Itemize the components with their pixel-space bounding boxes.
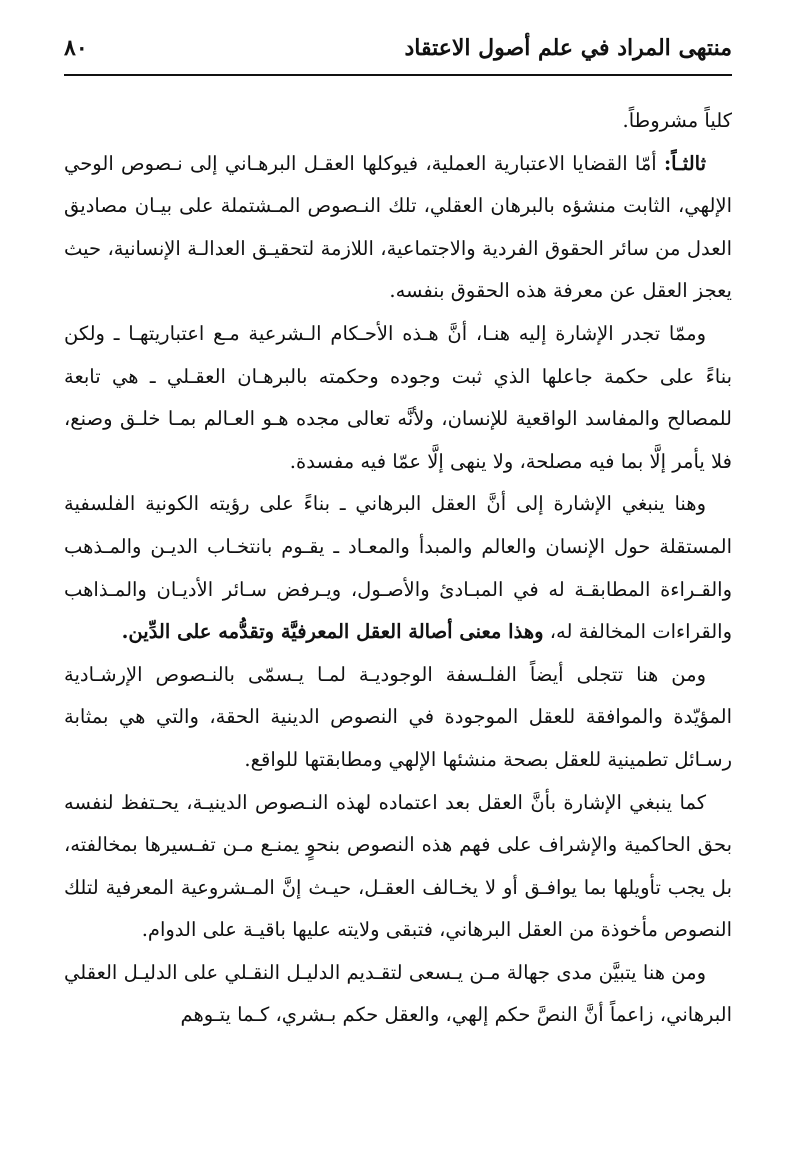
paragraph-4 xyxy=(64,483,732,653)
paragraph-text: وممّا تجدر الإشارة إليه هنـا، أنَّ هـذه الأحـكام الـشرعية مـع اعتباريتهـا ـ ولكن بناءً على حكمة جاعلها الذي ثبت وجوده وحكمته بالبرهـان العقـلي ـ هي تابعة للمصالح والمفاسد الواقعية للإنسان، ولأنَّه تعالى مجده هـو العـالم بمـا خلـق وصنع، فلا يأمر إلَّا بما فيه مصلحة، ولا ينهى إلَّا عمّا فيه مفسدة. xyxy=(64,321,732,473)
paragraph-6 xyxy=(64,782,732,952)
paragraph-5 xyxy=(64,654,732,782)
paragraph-text: ومن هنا يتبيَّن مدى جهالة مـن يـسعى لتقـديم الدليـل النقـلي على الدليـل العقلي البرهاني، زاعماً أنَّ النصَّ حكم إلهي، والعقل حكم بـشري، كـما يتـوهم xyxy=(64,960,732,1027)
paragraph-text: كما ينبغي الإشارة بأنَّ العقل بعد اعتماده لهذه النـصوص الدينيـة، يحـتفظ لنفسه بحق الحاكمية والإشراف على فهم هذه النصوص بنحوٍ يمنـع مـن تفـسيرها بمخالفته، بل يجب تأويلها بما يوافـق أو لا يخـالف العقـل، حيـث إنَّ المـشروعية المعرفية لتلك النصوص مأخوذة من العقل البرهاني، فتبقى ولايته عليها باقيـة على الدوام. xyxy=(64,790,732,942)
paragraph-emphasis: وهذا معنى أصالة العقل المعرفيَّة وتقدُّمه على الدِّين. xyxy=(121,620,544,644)
paragraph-text: كلياً مشروطاً. xyxy=(622,109,732,132)
page-number: ٨٠ xyxy=(64,35,88,61)
body-text xyxy=(64,100,732,1151)
paragraph-text: وهنا ينبغي الإشارة إلى أنَّ العقل البرهاني ـ بناءً على رؤيته الكونية الفلسفية المستقلة حول الإنسان والعالم والمبدأ والمعـاد ـ يقـوم بانتخـاب الديـن والمـذهب والقـراءة المطابقـة له في المبـادئ والأصـول، ويـرفض سـائر الأديـان والمـذاهب والقراءات المخالفة له، xyxy=(64,492,732,644)
running-title: منتهى المراد في علم أصول الاعتقاد xyxy=(404,35,732,61)
paragraph-lead: ثالثـاً: xyxy=(663,151,706,175)
paragraph-text: ومن هنا تتجلى أيضاً الفلـسفة الوجوديـة لمـا يـسمّى بالنـصوص الإرشـادية المؤيّدة والموافقة للعقل الموجودة في النصوص الدينية الحقة، والتي هي بمثابة رسـائل تطمينية للعقل بصحة منشئها الإلهي ومطابقتها للواقع. xyxy=(64,662,732,771)
header-rule xyxy=(64,74,732,76)
page-header xyxy=(64,24,732,72)
paragraph-7 xyxy=(64,952,732,1037)
paragraph-1 xyxy=(64,100,732,143)
paragraph-text: أمّا القضايا الاعتبارية العملية، فيوكلها العقـل البرهـاني إلى نـصوص الوحي الإلهي، الثابت منشؤه بالبرهان العقلي، تلك النـصوص المـشتملة على بيـان مصاديق العدل من سائر الحقوق الفردية والاجتماعية، اللازمة لتحقيـق العدالـة الإنسانية، حيث يعجز العقل عن معرفة هذه الحقوق بنفسه. xyxy=(64,151,732,303)
paragraph-3 xyxy=(64,313,732,483)
paragraph-2 xyxy=(64,143,732,313)
